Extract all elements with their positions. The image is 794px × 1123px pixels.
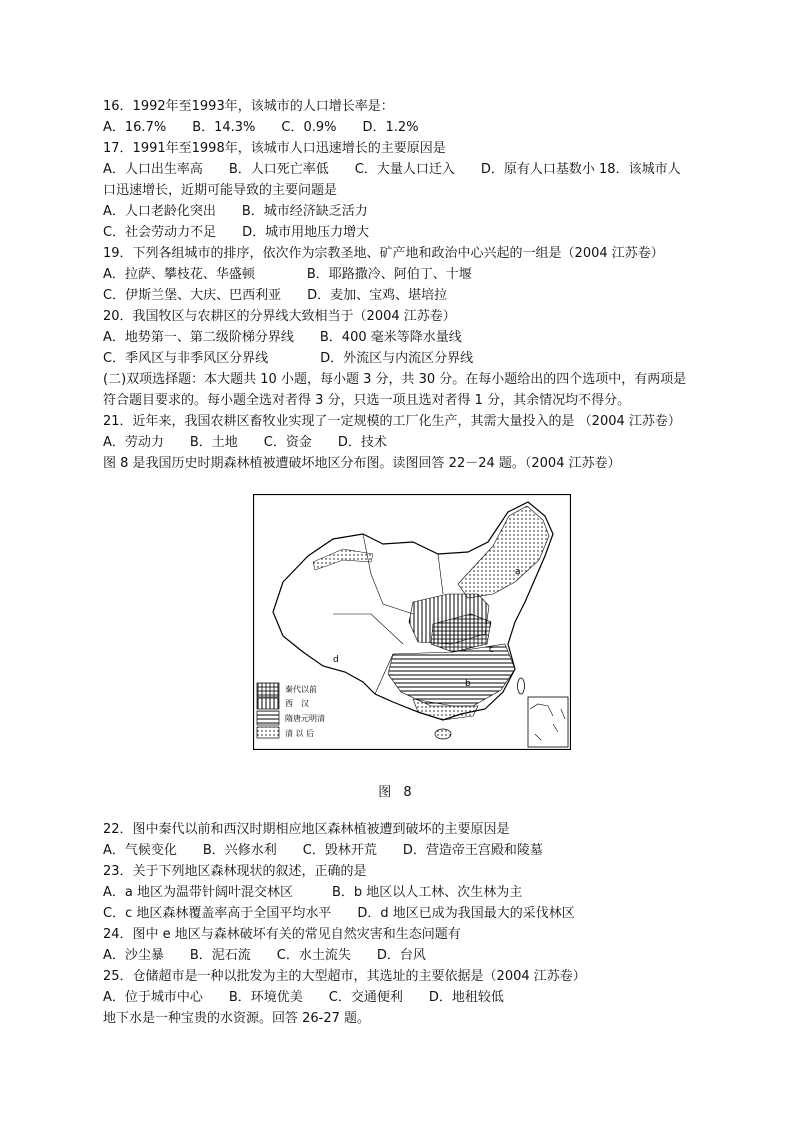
q22-stem: 22．图中秦代以前和西汉时期相应地区森林植被遭到破坏的主要原因是 (103, 822, 510, 837)
legend-swatch-suitang (257, 711, 279, 725)
q18-stem: 口迅速增长，近期可能导致的主要问题是 (103, 183, 338, 198)
legend-swatch-qingyihou (257, 727, 279, 738)
q17-stem: 17．1991年至1998年，该城市人口迅速增长的主要原因是 (103, 141, 446, 156)
q16-stem: 16．1992年至1993年，该城市的人口增长率是： (103, 99, 394, 114)
legend-swatch-xihan (257, 698, 279, 709)
q21-options: A．劳动力 B．土地 C．资金 D．技术 (103, 435, 387, 450)
q23-options-cd: C．c 地区森林覆盖率高于全国平均水平 D．d 地区已成为我国最大的采伐林区 (103, 906, 575, 921)
q20-options-ab: A．地势第一、第二级阶梯分界线 B．400 毫米等降水量线 (103, 330, 462, 345)
q25-options: A．位于城市中心 B．环境优美 C．交通便利 D．地租较低 (103, 990, 504, 1005)
q25-stem: 25．仓储超市是一种以批发为主的大型超市，其选址的主要依据是（2004 江苏卷） (103, 969, 586, 984)
q21-stem: 21．近年来，我国农耕区畜牧业实现了一定规模的工厂化生产，其需大量投入的是 （2004 江苏卷） (103, 414, 681, 429)
china-forest-map (253, 494, 571, 750)
label-a: a (515, 567, 521, 577)
q20-stem: 20．我国牧区与农耕区的分界线大致相当于（2004 江苏卷） (103, 309, 456, 324)
q24-options: A．沙尘暴 B．泥石流 C．水土流失 D．台风 (103, 948, 426, 963)
legend-label-xihan: 西 汉 (285, 699, 309, 708)
q19-options-cd: C．伊斯兰堡、大庆、巴西利亚 D．麦加、宝鸡、堪培拉 (103, 288, 448, 303)
hainan-island (435, 729, 451, 739)
label-d: d (333, 655, 339, 665)
q23-stem: 23．关于下列地区森林现状的叙述，正确的是 (103, 864, 367, 879)
q19-stem: 19．下列各组城市的排序，依次作为宗教圣地、矿产地和政治中心兴起的一组是（2004 江苏卷） (103, 246, 664, 261)
label-b: b (465, 679, 471, 689)
q26-intro: 地下水是一种宝贵的水资源。回答 26-27 题。 (103, 1011, 371, 1026)
legend-swatch-qin (257, 683, 279, 697)
q20-options-cd: C．季风区与非季风区分界线 D．外流区与内流区分界线 (103, 351, 474, 366)
label-c: c (489, 645, 494, 655)
q23-options-ab: A．a 地区为温带针阔叶混交林区 B．b 地区以人工林、次生林为主 (103, 885, 523, 900)
q17-options: A．人口出生率高 B．人口死亡率低 C．大量人口迁入 D．原有人口基数小 18．该城市人 (103, 162, 681, 177)
figure-intro: 图 8 是我国历史时期森林植被遭破坏地区分布图。读图回答 22－24 题。（2004 江苏卷） (103, 456, 621, 471)
figure-caption: 图 8 (378, 785, 416, 800)
section-instruction-2: 符合题目要求的。每小题全选对者得 3 分，只选一项且选对者得 1 分，其余情况均不得分。 (103, 393, 631, 408)
south-china-sea-inset (528, 697, 568, 747)
section-instruction-1: (二)双项选择题：本大题共 10 小题，每小题 3 分，共 30 分。在每小题给出的四个选项中，有两项是 (103, 372, 687, 387)
taiwan-island (518, 678, 525, 694)
legend-label-qin: 秦代以前 (285, 685, 317, 694)
q16-options: A．16.7% B．14.3% C．0.9% D．1.2% (103, 120, 419, 135)
q22-options: A．气候变化 B．兴修水利 C．毁林开荒 D．营造帝王宫殿和陵墓 (103, 843, 543, 858)
legend-label-suitang: 隋唐元明清 (285, 714, 325, 723)
q18-options-cd: C．社会劳动力不足 D．城市用地压力增大 (103, 225, 370, 240)
legend-label-qingyihou: 清 以 后 (285, 729, 315, 738)
q18-options-ab: A．人口老龄化突出 B．城市经济缺乏活力 (103, 204, 368, 219)
q24-stem: 24．图中 e 地区与森林破坏有关的常见自然灾害和生态问题有 (103, 927, 461, 942)
q19-options-ab: A．拉萨、攀枝花、华盛顿 B．耶路撒冷、阿伯丁、十堰 (103, 267, 472, 282)
